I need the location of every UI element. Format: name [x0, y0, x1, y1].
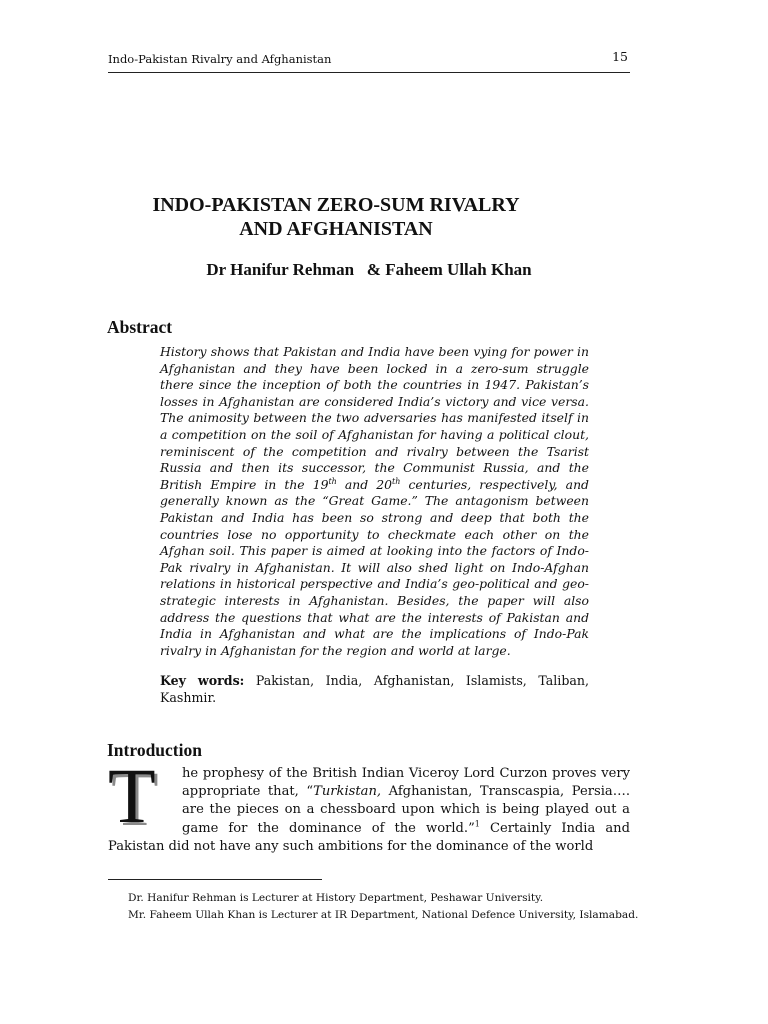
keywords-list: Pakistan, India, Afghanistan, Islamists, Taliban, Kashmir. — [160, 673, 590, 705]
abstract-text — [160, 344, 589, 659]
abstract-text-part-1: History shows that Pakistan and India have been vying for power in Afghanistan and they have been locked in a zero-sum struggle there since the inception of both the countries in 1947. Pakistan’s losses in Afghanistan are considered India’s victory and vice versa. The animosity between the two adversaries has manifested itself in a competition on the soil of Afghanistan for having a political clout, reminiscent of the competition and rivalry between the Tsarist Russia and then its successor, the Communist Russia, and the British Empire in the 19 — [160, 344, 589, 492]
drop-cap: T — [108, 752, 156, 839]
footnote-author-2: Mr. Faheem Ullah Khan is Lecturer at IR Department, National Defence University, Islamabad. — [128, 909, 639, 921]
introduction-text — [108, 752, 630, 856]
article-title — [108, 193, 630, 241]
abstract-text-part-2: and 20 — [336, 476, 393, 492]
footnote-author-1: Dr. Hanifur Rehman is Lecturer at History Department, Peshawar University. — [128, 892, 544, 904]
running-header-title: Indo-Pakistan Rivalry and Afghanistan — [108, 52, 332, 66]
footnote-divider — [108, 879, 322, 880]
introduction-text-part-3: Certainly India and Pakistan did not have any such ambitions for the dominance of the world — [108, 820, 630, 854]
page-number: 15 — [612, 49, 628, 64]
article-authors: Dr Hanifur Rehman & Faheem Ullah Khan — [206, 260, 532, 279]
introduction-heading: Introduction — [107, 740, 202, 760]
abstract-text-part-3: centuries, respectively, and generally known as the “Great Game.” The antagonism between Pakistan and India has been so strong and deep that both the countries lose no opportunity to checkmate each other on the Afghan soil. This paper is aimed at looking into the factors of Indo-Pak rivalry in Afghanistan. It will also shed light on Indo-Afghan relations in historical perspective and India’s geo-political and geo-strategic interests in Afghanistan. Besides, the paper will also address the questions that what are the interests of Pakistan and India in Afghanistan and what are the implications of Indo-Pak rivalry in Afghanistan for the region and world at large. — [160, 476, 589, 658]
running-header — [108, 50, 630, 73]
abstract-superscript-2: th — [392, 476, 401, 486]
introduction-text-part-1: he prophesy of the British Indian Viceroy Lord Curzon proves very appropriate that, “ — [182, 766, 630, 800]
article-title-line-1: INDO-PAKISTAN ZERO-SUM RIVALRY — [152, 194, 520, 216]
abstract-superscript-1: th — [328, 476, 337, 486]
abstract-heading: Abstract — [107, 317, 173, 337]
keywords — [160, 672, 589, 706]
footnotes — [128, 890, 668, 924]
introduction-italic-term: Turkistan, — [313, 784, 382, 800]
article-title-line-2: AND AFGHANISTAN — [239, 218, 433, 240]
keywords-label: Key words: — [160, 673, 245, 688]
footnote-reference: 1 — [474, 819, 480, 829]
introduction-text-part-2: Afghanistan, Transcaspia, Persia…. are the pieces on a chessboard upon which is being played out a game for the dominance of the world.” — [182, 784, 630, 836]
